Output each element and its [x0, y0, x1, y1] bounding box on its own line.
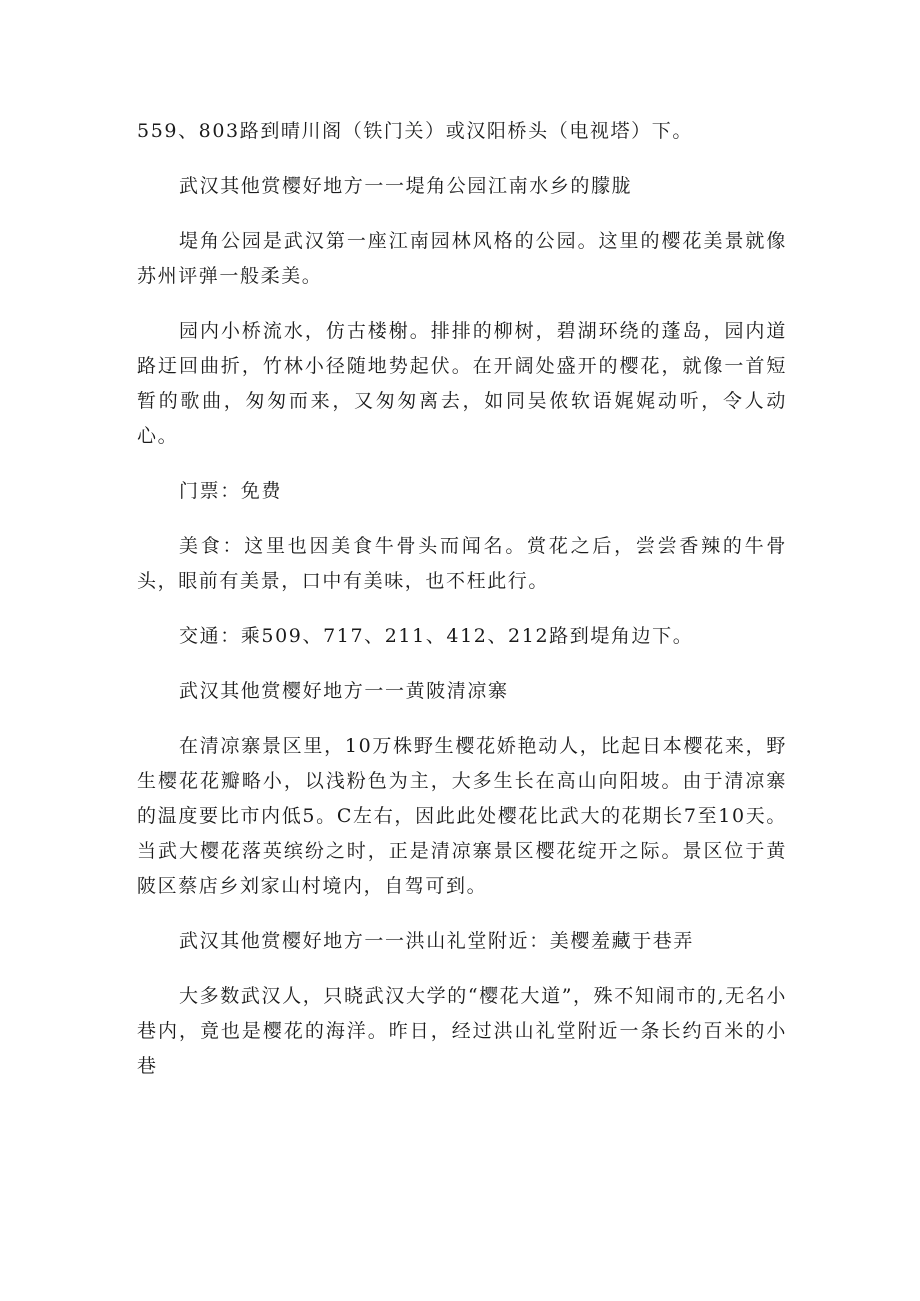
paragraph-hongshan-hall: 大多数武汉人，只晓武汉大学的“樱花大道”，殊不知闹市的,无名小巷内，竟也是樱花的海洋。昨日，经过洪山礼堂附近一条长约百米的小巷 — [137, 985, 787, 1077]
document-body — [137, 114, 787, 1084]
paragraph-dijiao-scenery: 园内小桥流水，仿古楼榭。排排的柳树，碧湖环绕的蓬岛，园内道路迂回曲折，竹林小径随地势起伏。在开阔处盛开的樱花，就像一首短暂的歌曲，匆匆而来，又匆匆离去，如同吴侬软语娓娓动听，令人动心。 — [137, 320, 787, 447]
paragraph-dijiao-intro: 堤角公园是武汉第一座江南园林风格的公园。这里的樱花美景就像苏州评弹一般柔美。 — [137, 230, 787, 287]
section-heading-dijiao-park: 武汉其他赏樱好地方一一堤角公园江南水乡的朦胧 — [179, 175, 633, 197]
section-heading-hongshan-hall: 武汉其他赏樱好地方一一洪山礼堂附近：美樱羞藏于巷弄 — [179, 930, 695, 952]
paragraph-transport-continued: 559、803路到晴川阁（铁门关）或汉阳桥头（电视塔）下。 — [137, 120, 693, 142]
paragraph-dijiao-ticket: 门票：免费 — [179, 480, 283, 502]
paragraph-dijiao-transport: 交通：乘509、717、211、412、212路到堤角边下。 — [179, 625, 694, 647]
paragraph-dijiao-food: 美食：这里也因美食牛骨头而闻名。赏花之后，尝尝香辣的牛骨头，眼前有美景，口中有美味，也不枉此行。 — [137, 535, 787, 592]
paragraph-qingliangzhai: 在清凉寨景区里，10万株野生樱花娇艳动人，比起日本樱花来，野生樱花花瓣略小，以浅粉色为主，大多生长在高山向阳坡。由于清凉寨的温度要比市内低5。C左右，因此此处樱花比武大的花期长7至10天。当武大樱花落英缤纷之时，正是清凉寨景区樱花绽开之际。景区位于黄陂区蔡店乡刘家山村境内，自驾可到。 — [137, 735, 787, 897]
section-heading-qingliangzhai: 武汉其他赏樱好地方一一黄陂清凉寨 — [179, 680, 509, 702]
